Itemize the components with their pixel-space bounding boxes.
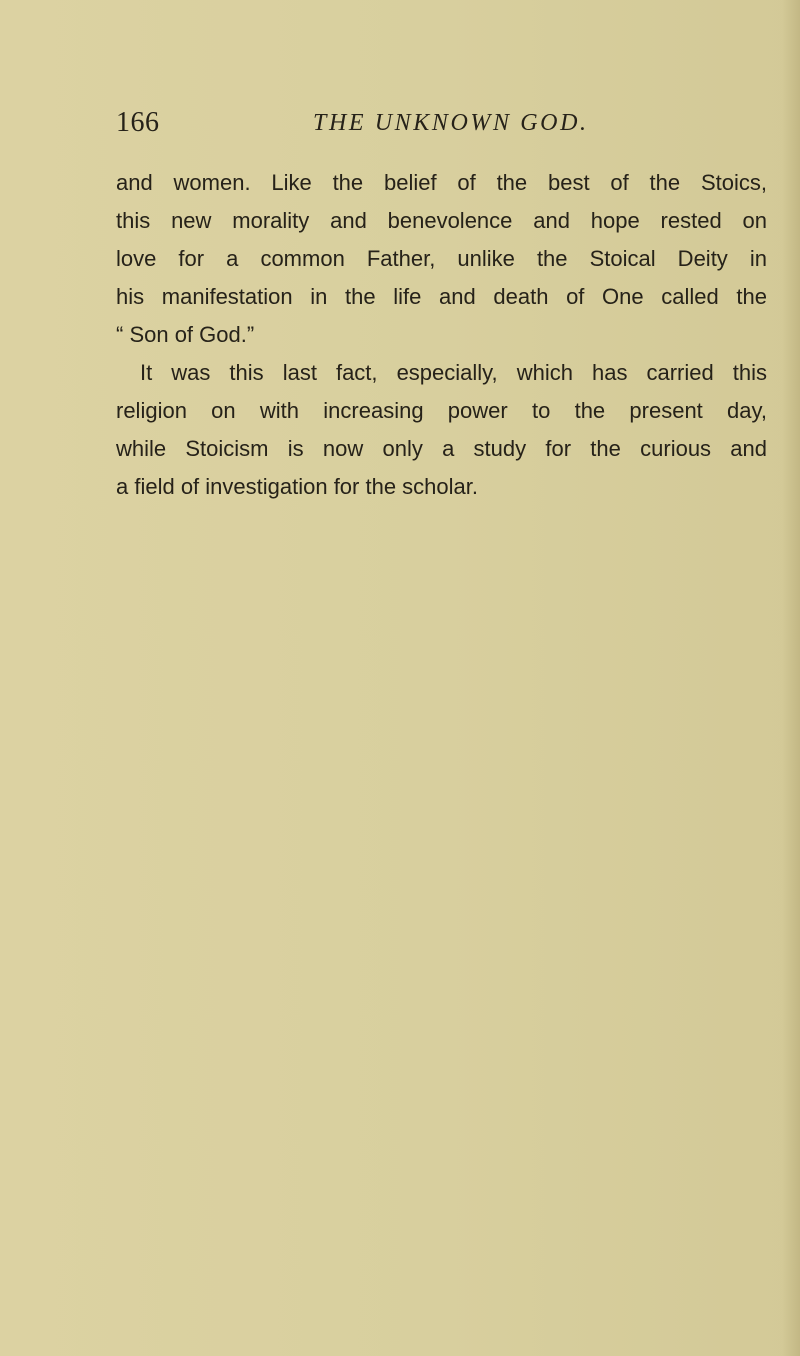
text-line: this new morality and benevolence and hope rested on [116,208,767,233]
page-number: 166 [116,107,160,138]
text-line: while Stoicism is now only a study for the curious and [116,436,767,461]
text-line: his manifestation in the life and death of One called the [116,284,767,309]
text-line: It was this last fact, especially, which has carried this [140,360,767,385]
page-header [116,106,696,140]
text-line: love for a common Father, unlike the Stoical Deity in [116,246,767,271]
text-line: religion on with increasing power to the present day, [116,398,767,423]
text-line: “ Son of God.” [116,322,255,347]
text-line: a field of investigation for the scholar. [116,474,478,499]
page-edge-shadow [782,0,800,1356]
text-line: and women. Like the belief of the best of the Stoics, [116,170,767,195]
running-title: THE UNKNOWN GOD. [313,110,589,136]
body-text [116,164,767,506]
